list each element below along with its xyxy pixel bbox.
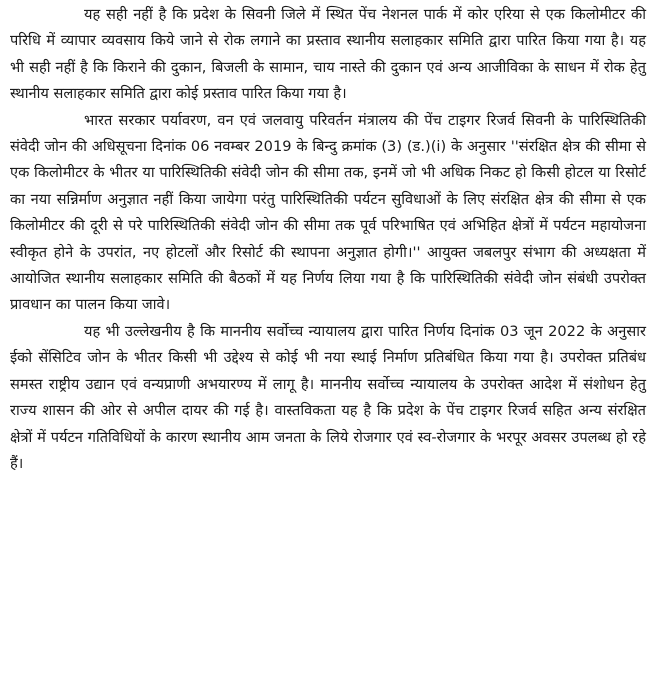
- paragraph-2: भारत सरकार पर्यावरण, वन एवं जलवायु परिवर्तन मंत्रालय की पेंच टाइगर रिजर्व सिवनी के पारिस्थितिकी संवेदी जोन की अधिसूचना दिनांक 06 नवम्बर 2019 के बिन्दु क्रमांक (3) (ड.)(i) के अनुसार ''संरक्षित क्षेत्र की सीमा से एक किलोमीटर के भीतर या पारिस्थितिकी संवेदी जोन की सीमा तक, इनमें जो भी अधिक निकट हो किसी होटल या रिसोर्ट का नया सन्निर्माण अनुज्ञात नहीं किया जायेगा परंतु पारिस्थितिकी पर्यटन सुविधाओं के लिए संरक्षित क्षेत्र की सीमा से एक किलोमीटर की दूरी से परे पारिस्थितिकी संवेदी जोन की सीमा तक पूर्व परिभाषित एवं अभिहित क्षेत्रों में पर्यटन महायोजना स्वीकृत होने के उपरांत, नए होटलों और रिसोर्ट की स्थापना अनुज्ञात होगी।'' आयुक्त जबलपुर संभाग की अध्यक्षता में आयोजित स्थानीय सलाहकार समिति की बैठकों में यह निर्णय लिया गया है कि पारिस्थितिकी संवेदी जोन संबंधी उपरोक्त प्रावधान का पालन किया जावे।: [10, 111, 646, 314]
- paragraph-1: यह सही नहीं है कि प्रदेश के सिवनी जिले में स्थित पेंच नेशनल पार्क में कोर एरिया से एक किलोमीटर की परिधि में व्यापार व्यवसाय किये जाने से रोक लगाने का प्रस्ताव स्थानीय सलाहकार समिति द्वारा पारित किया गया है। यह भी सही नहीं है कि किराने की दुकान, बिजली के सामान, चाय नास्ते की दुकान एवं अन्य आजीविका के साधन में रोक हेतु स्थानीय सलाहकार समिति द्वारा कोई प्रस्ताव पारित किया गया है।: [10, 6, 646, 103]
- document-page: [10, 2, 646, 477]
- paragraph-3: यह भी उल्लेखनीय है कि माननीय सर्वोच्च न्यायालय द्वारा पारित निर्णय दिनांक 03 जून 2022 के अनुसार ईको सेंसिटिव जोन के भीतर किसी भी उद्देश्य से कोई भी नया स्थाई निर्माण प्रतिबंधित किया गया है। उपरोक्त प्रतिबंध समस्त राष्ट्रीय उद्यान एवं वन्यप्राणी अभयारण्य में लागू है। माननीय सर्वोच्च न्यायालय के उपरोक्त आदेश में संशोधन हेतु राज्य शासन की ओर से अपील दायर की गई है। वास्तविकता यह है कि प्रदेश के पेंच टाइगर रिजर्व सहित अन्य संरक्षित क्षेत्रों में पर्यटन गतिविधियों के कारण स्थानीय आम जनता के लिये रोजगार एवं स्व-रोजगार के भरपूर अवसर उपलब्ध हो रहे हैं।: [10, 322, 646, 472]
